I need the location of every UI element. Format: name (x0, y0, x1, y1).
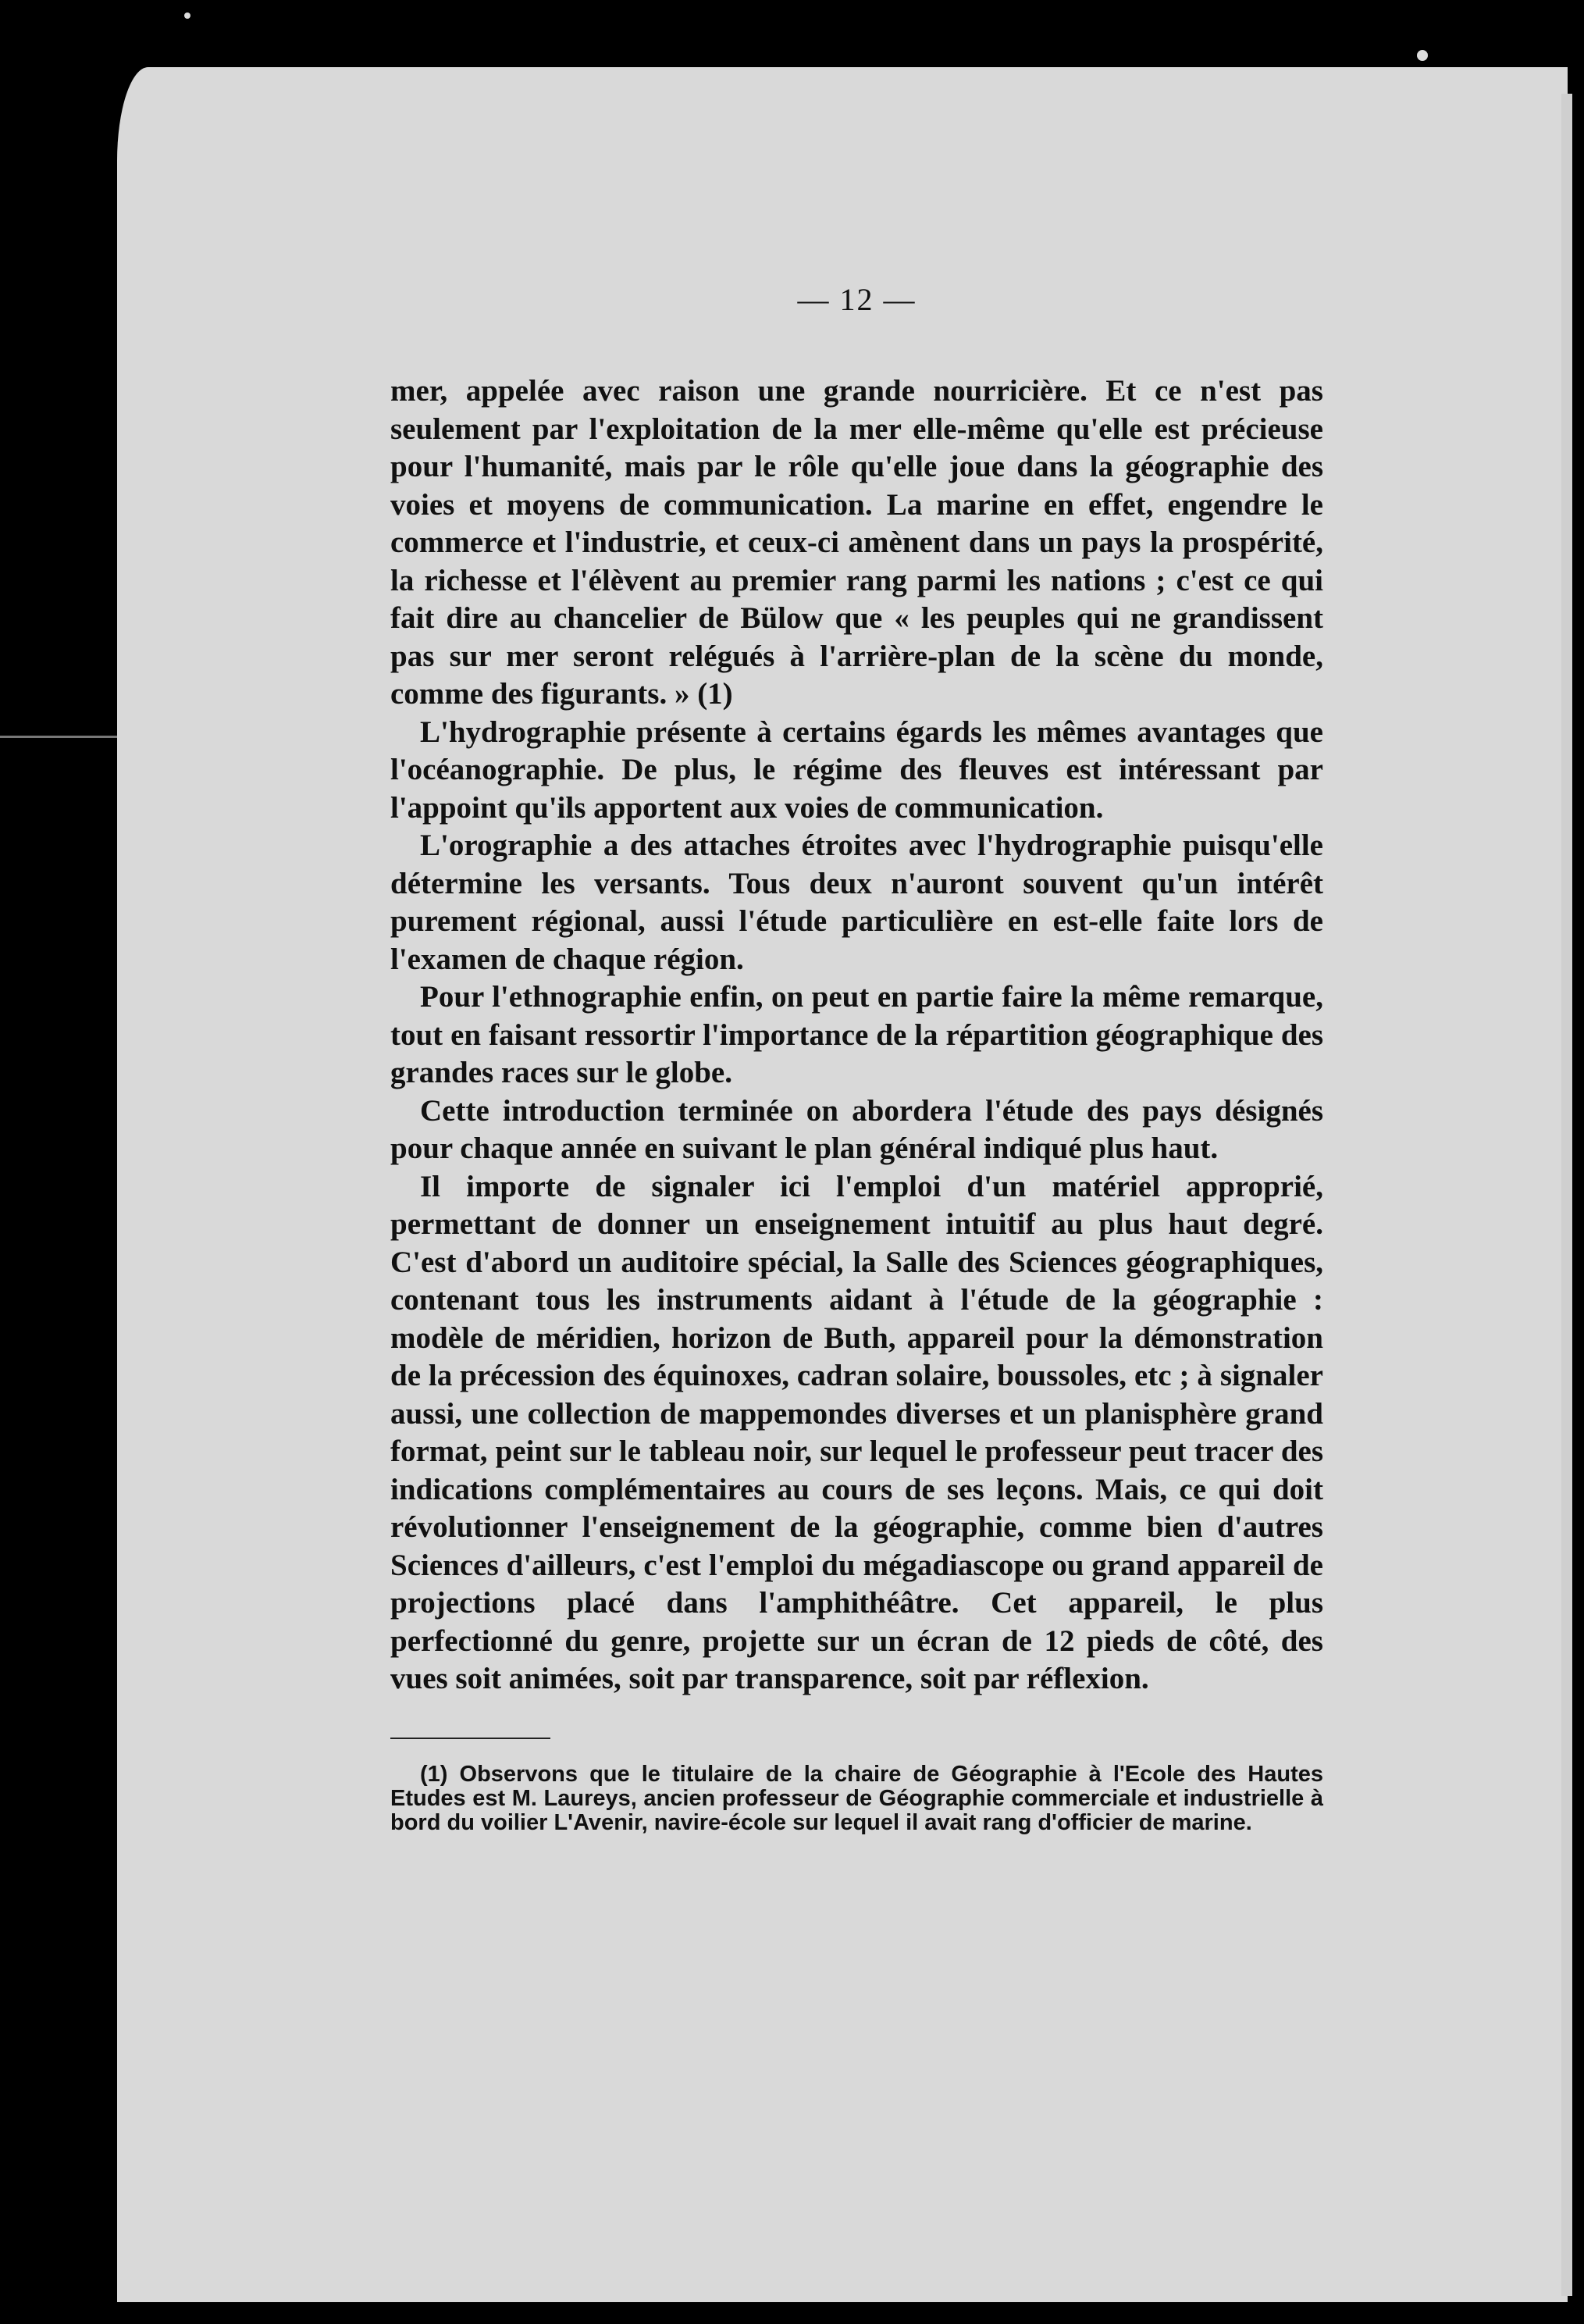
scan-margin-mark (0, 736, 117, 738)
page-content (390, 281, 1323, 1835)
paragraph-hydrography: L'hydrographie présente à certains égards les mêmes avantages que l'océanographie. De plus, le régime des fleuves est intéressant par l'appoint qu'ils apportent aux voies de communication. (390, 715, 1323, 825)
paragraph-sea: mer, appelée avec raison une grande nourricière. Et ce n'est pas seulement par l'exploitation de la mer elle-même qu'elle est précieuse pour l'humanité, mais par le rôle qu'elle joue dans la géographie des voies et moyens de communication. La marine en effet, engendre le commerce et l'industrie, et ceux-ci amènent dans un pays la prospérité, la richesse et l'élèvent au premier rang parmi les nations ; c'est ce qui fait dire au chancelier de Bülow que « les peuples qui ne grandissent pas sur mer seront relégués à l'arrière-plan de la scène du monde, comme des figurants. » (1) (390, 374, 1323, 711)
paragraph-orography: L'orographie a des attaches étroites avec l'hydrographie puisqu'elle détermine les versants. Tous deux n'auront souvent qu'un intérêt purement régional, aussi l'étude particulière en est-elle faite lors de l'examen de chaque région. (390, 829, 1323, 976)
scan-speck (184, 12, 190, 19)
paragraph-equipment: Il importe de signaler ici l'emploi d'un matériel approprié, permettant de donner un enseignement intuitif au plus haut degré. C'est d'abord un auditoire spécial, la Salle des Sciences géographiques, contenant tous les instruments aidant à l'étude de la géographie : modèle de méridien, horizon de Buth, appareil pour la démonstration de la précession des équinoxes, cadran solaire, boussoles, etc ; à signaler aussi, une collection de mappemondes diverses et un planisphère grand format, peint sur le tableau noir, sur lequel le professeur peut tracer des indications complémentaires au cours de ses leçons. Mais, ce qui doit révolutionner l'enseignement de la géographie, comme bien d'autres Sciences d'ailleurs, c'est l'emploi du mégadiascope ou grand appareil de projections placé dans l'amphithéâtre. Cet appareil, le plus perfectionné du genre, projette sur un écran de 12 pieds de côté, des vues soit animées, soit par transparence, soit par réflexion. (390, 1169, 1323, 1695)
footnote: (1) Observons que le titulaire de la chaire de Géographie à l'Ecole des Hautes Etudes est M. Laureys, ancien professeur de Géographie commerciale et industrielle à bord du voilier L'Avenir, navire-école sur lequel il avait rang d'officier de marine. (390, 1761, 1323, 1835)
page-number: — 12 — (797, 282, 917, 317)
footnote-separator (390, 1738, 550, 1739)
page-edge (1561, 94, 1572, 2296)
paragraph-introduction: Cette introduction terminée on abordera l'étude des pays désignés pour chaque année en suivant le plan général indiqué plus haut. (390, 1093, 1323, 1165)
paragraph-ethnography: Pour l'ethnographie enfin, on peut en partie faire la même remarque, tout en faisant ressortir l'importance de la répartition géographique des grandes races sur le globe. (390, 980, 1323, 1089)
scan-speck (1417, 50, 1428, 61)
